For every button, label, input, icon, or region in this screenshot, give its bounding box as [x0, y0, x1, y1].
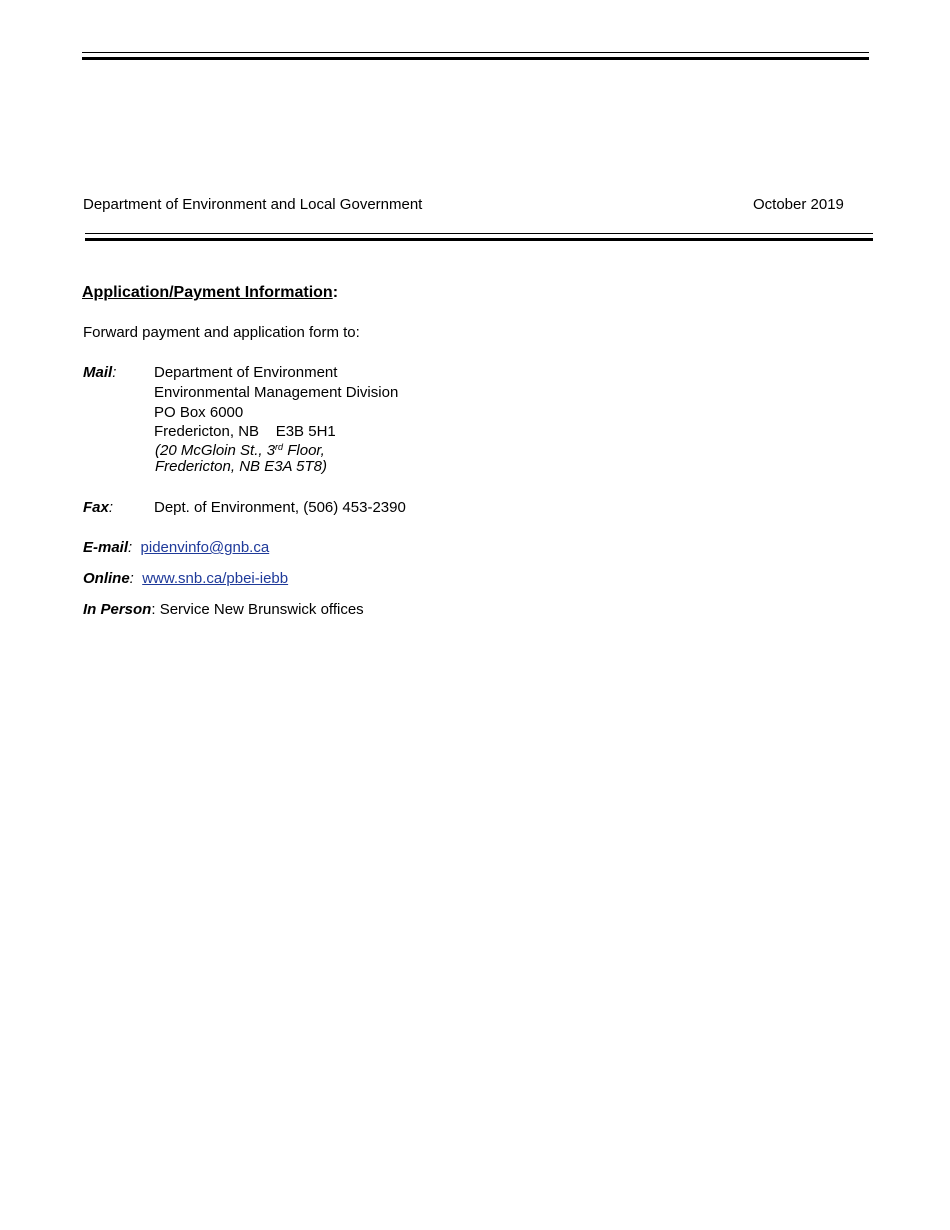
- mail-line-3: PO Box 6000: [154, 404, 244, 421]
- mail-line-4: Fredericton, NB E3B 5H1: [154, 423, 336, 440]
- mail-street-address: [155, 442, 325, 459]
- mail-label: [83, 364, 116, 381]
- in-person-value: Service New Brunswick offices: [155, 601, 364, 618]
- mail-street-city: Fredericton, NB E3A 5T8): [155, 458, 328, 475]
- fax-label-text: Fax: [83, 499, 109, 516]
- section-heading-text: Application/Payment Information: [82, 284, 333, 301]
- in-person-row: [83, 601, 364, 618]
- in-person-colon: :: [151, 601, 156, 618]
- fax-label-colon: :: [108, 499, 114, 516]
- mail-label-text: Mail: [83, 364, 113, 381]
- street-suffix: Floor,: [283, 442, 325, 459]
- online-row: [83, 570, 288, 587]
- online-link[interactable]: www.snb.ca/pbei-iebb: [142, 570, 289, 587]
- email-row: [83, 539, 269, 556]
- fax-label: [83, 499, 113, 516]
- header-double-rule: [85, 233, 873, 241]
- mail-line-1: Department of Environment: [154, 364, 338, 381]
- header-department: Department of Environment and Local Government: [83, 196, 423, 213]
- section-heading-colon: :: [332, 284, 339, 301]
- street-superscript: rd: [275, 442, 284, 452]
- in-person-label-text: In Person: [83, 601, 152, 618]
- fax-value: Dept. of Environment, (506) 453-2390: [154, 499, 406, 516]
- mail-line-2: Environmental Management Division: [154, 384, 399, 401]
- street-prefix: (20 McGloin St., 3: [155, 442, 276, 459]
- email-label-colon: :: [128, 539, 133, 556]
- intro-text: Forward payment and application form to:: [83, 324, 360, 341]
- header-date: October 2019: [753, 196, 844, 213]
- mail-label-colon: :: [112, 364, 117, 381]
- email-link[interactable]: pidenvinfo@gnb.ca: [140, 539, 270, 556]
- online-label-text: Online: [83, 570, 130, 587]
- section-heading: [82, 284, 338, 302]
- email-label-text: E-mail: [83, 539, 129, 556]
- online-label-colon: :: [129, 570, 134, 587]
- top-double-rule: [82, 52, 869, 60]
